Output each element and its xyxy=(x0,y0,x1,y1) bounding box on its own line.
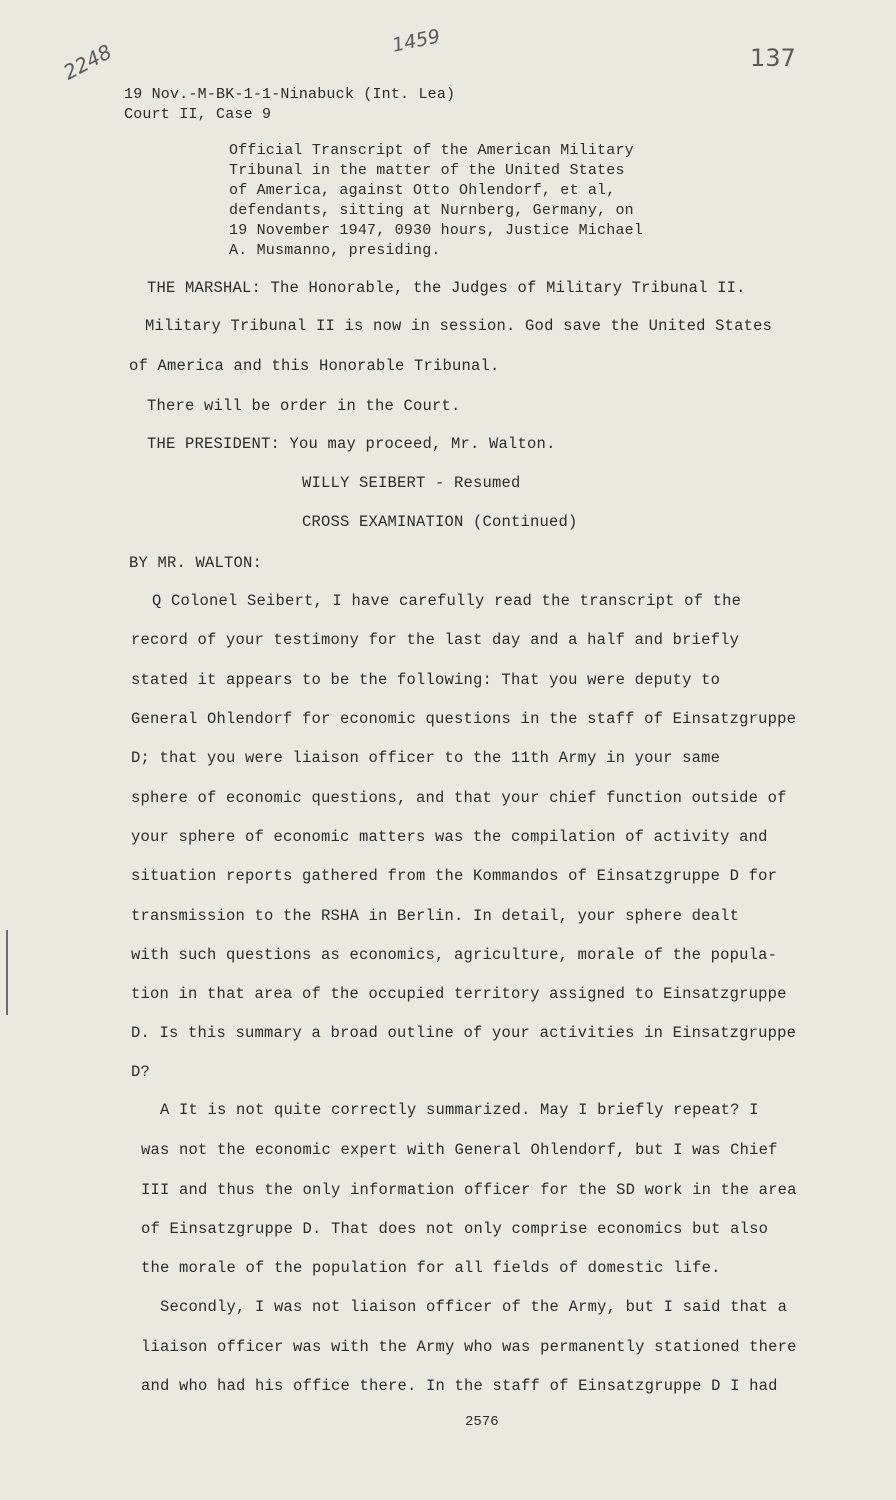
body-line: record of your testimony for the last day and a half and briefly xyxy=(131,631,740,649)
header-line-1: 19 Nov.-M-BK-1-1-Ninabuck (Int. Lea) xyxy=(124,86,456,103)
body-line: sphere of economic questions, and that your chief function outside of xyxy=(131,789,787,807)
body-line: was not the economic expert with General Ohlendorf, but I was Chief xyxy=(141,1141,778,1159)
body-line: D; that you were liaison officer to the 11th Army in your same xyxy=(131,749,721,767)
handwritten-page-number: 137 xyxy=(750,44,796,72)
body-line: with such questions as economics, agriculture, morale of the popula- xyxy=(131,946,778,964)
body-line: III and thus the only information officer for the SD work in the area xyxy=(141,1181,797,1199)
handwritten-note-left: 2248 xyxy=(59,39,116,85)
body-line: of America and this Honorable Tribunal. xyxy=(129,357,500,375)
body-line: stated it appears to be the following: That you were deputy to xyxy=(131,671,721,689)
body-line: There will be order in the Court. xyxy=(147,397,461,415)
caption-line: of America, against Otto Ohlendorf, et al, xyxy=(229,182,616,199)
body-line: D? xyxy=(131,1063,151,1081)
body-line: the morale of the population for all fields of domestic life. xyxy=(141,1259,721,1277)
margin-mark xyxy=(6,930,8,1015)
body-line: THE MARSHAL: The Honorable, the Judges of Military Tribunal II. xyxy=(147,279,746,297)
examination-heading: CROSS EXAMINATION (Continued) xyxy=(302,513,578,531)
caption-line: A. Musmanno, presiding. xyxy=(229,242,441,259)
body-line: tion in that area of the occupied territory assigned to Einsatzgruppe xyxy=(131,985,787,1003)
witness-heading: WILLY SEIBERT - Resumed xyxy=(302,474,521,492)
caption-line: 19 November 1947, 0930 hours, Justice Michael xyxy=(229,222,644,239)
handwritten-note-top: 1459 xyxy=(390,25,443,57)
header-line-2: Court II, Case 9 xyxy=(124,106,272,123)
body-line: A It is not quite correctly summarized. May I briefly repeat? I xyxy=(160,1101,759,1119)
page-number: 2576 xyxy=(465,1414,499,1430)
examiner-heading: BY MR. WALTON: xyxy=(129,554,263,572)
caption-line: Official Transcript of the American Military xyxy=(229,142,634,159)
body-line: of Einsatzgruppe D. That does not only comprise economics but also xyxy=(141,1220,769,1238)
body-line: Q Colonel Seibert, I have carefully read the transcript of the xyxy=(152,592,742,610)
body-line: Military Tribunal II is now in session. God save the United States xyxy=(145,317,773,335)
body-line: THE PRESIDENT: You may proceed, Mr. Walton. xyxy=(147,435,556,453)
body-line: your sphere of economic matters was the compilation of activity and xyxy=(131,828,768,846)
caption-line: defendants, sitting at Nurnberg, Germany, on xyxy=(229,202,634,219)
body-line: D. Is this summary a broad outline of your activities in Einsatzgruppe xyxy=(131,1024,797,1042)
body-line: and who had his office there. In the staff of Einsatzgruppe D I had xyxy=(141,1377,778,1395)
caption-line: Tribunal in the matter of the United States xyxy=(229,162,625,179)
body-line: General Ohlendorf for economic questions in the staff of Einsatzgruppe xyxy=(131,710,797,728)
body-line: Secondly, I was not liaison officer of the Army, but I said that a xyxy=(160,1298,788,1316)
body-line: transmission to the RSHA in Berlin. In detail, your sphere dealt xyxy=(131,907,740,925)
body-line: situation reports gathered from the Kommandos of Einsatzgruppe D for xyxy=(131,867,778,885)
body-line: liaison officer was with the Army who was permanently stationed there xyxy=(141,1338,797,1356)
